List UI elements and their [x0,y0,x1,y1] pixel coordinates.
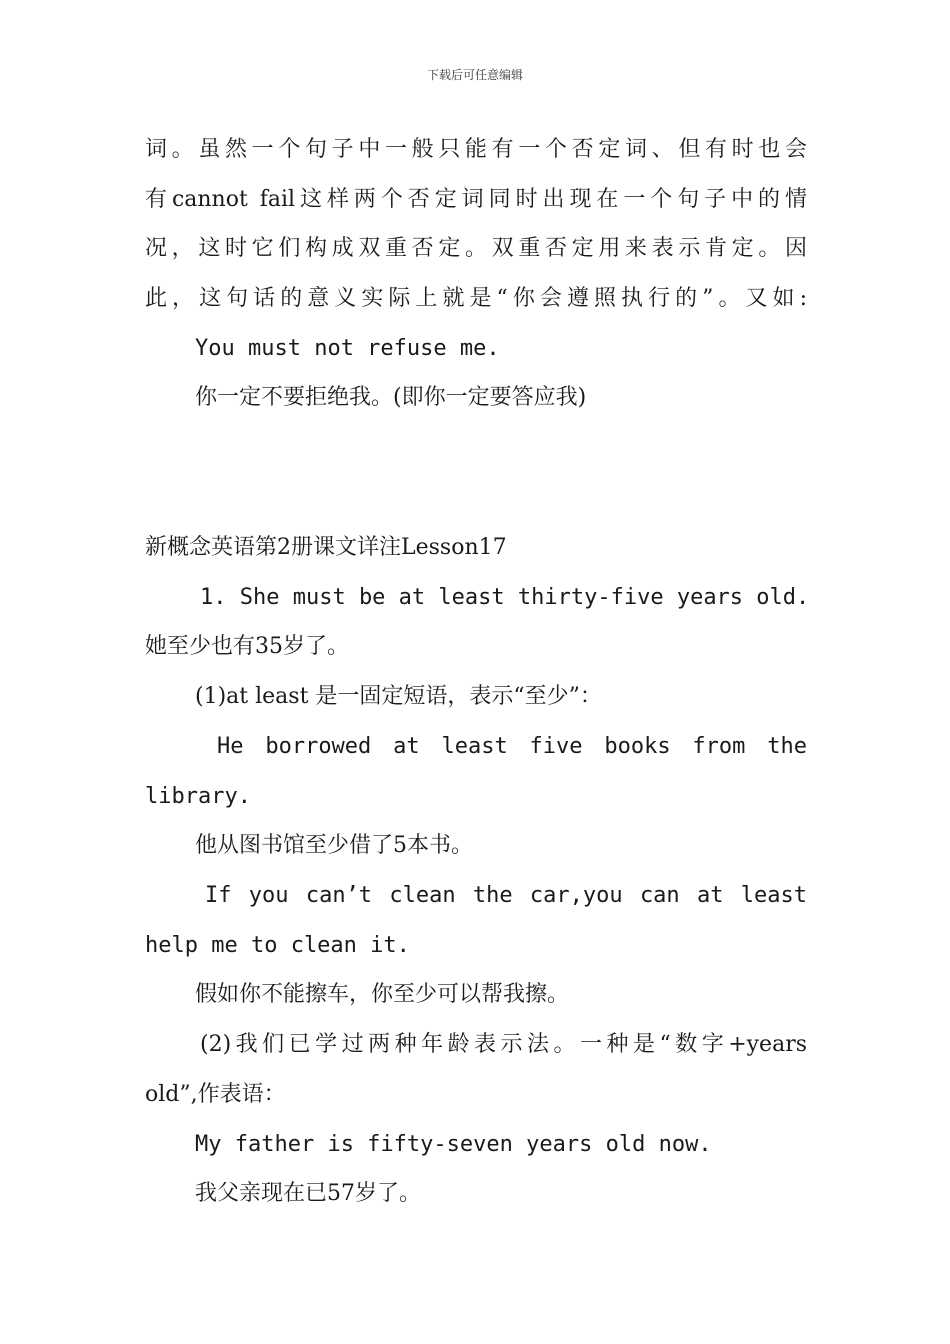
example-sentence-translation: 假如你不能擦车，你至少可以帮我擦。 [195,982,570,1007]
lesson-sentence-english: 1. She must be at least thirty-five years old. [200,585,810,610]
note-heading: (2)我们已学过两种年龄表示法。一种是“数字+years [200,1032,807,1057]
example-sentence-translation: 我父亲现在已57岁了。 [195,1181,421,1206]
example-sentence-translation: 你一定不要拒绝我。(即你一定要答应我) [195,385,587,410]
paragraph-line: 此，这句话的意义实际上就是“你会遵照执行的”。又如: [145,286,807,311]
example-sentence-translation: 他从图书馆至少借了5本书。 [195,833,473,858]
example-sentence-english-continued: help me to clean it. [145,933,410,958]
example-sentence-english: You must not refuse me. [195,336,500,361]
example-sentence-english: He borrowed at least five books from the [217,734,807,759]
paragraph-line: 况，这时它们构成双重否定。双重否定用来表示肯定。因 [145,236,807,261]
note-heading-continued: old”,作表语： [145,1082,286,1107]
paragraph-line: 有cannot fail这样两个否定词同时出现在一个句子中的情 [145,187,807,212]
note-heading: (1)at least 是一固定短语，表示“至少”： [195,684,602,709]
example-sentence-english-continued: library. [145,784,251,809]
example-sentence-english: If you can’t clean the car,you can at least [205,883,807,908]
lesson-sentence-translation: 她至少也有35岁了。 [145,634,349,659]
section-title: 新概念英语第2册课文详注Lesson17 [145,535,507,560]
page-header-note: 下载后可任意编辑 [426,68,523,82]
paragraph-line: 词。虽然一个句子中一般只能有一个否定词、但有时也会 [145,137,807,162]
example-sentence-english: My father is fifty-seven years old now. [195,1132,712,1157]
